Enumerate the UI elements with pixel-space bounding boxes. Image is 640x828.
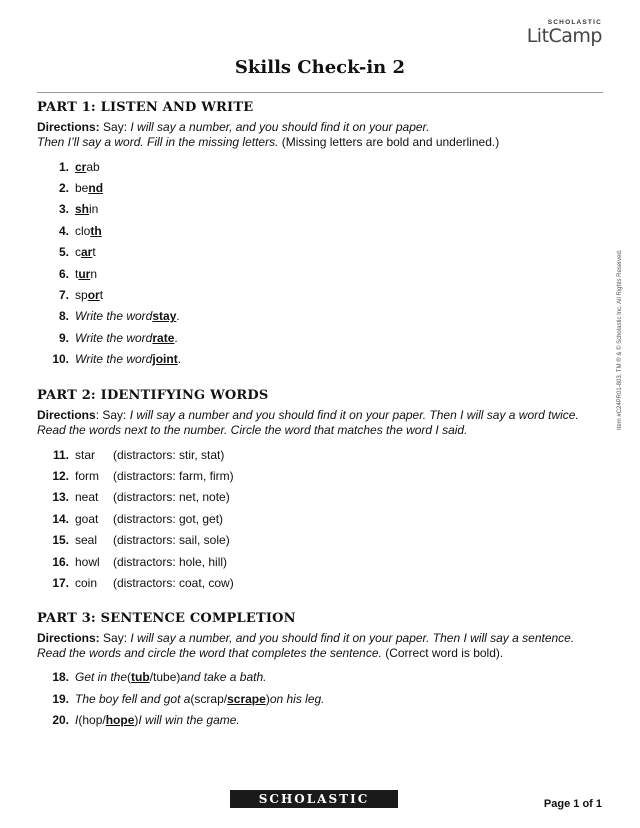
logo-brand-small: SCHOLASTIC [547, 19, 602, 26]
missing-letters: or [87, 288, 100, 303]
option-2: hope [105, 713, 135, 728]
item-number: 9. [58, 330, 69, 345]
missing-letters: th [90, 223, 102, 238]
page-title: Skills Check-in 2 [234, 57, 406, 78]
item-pre: Write the word [75, 330, 153, 345]
item-number: 8. [58, 309, 69, 324]
part1-dir-note: (Missing letters are bold and underlined.) [278, 135, 500, 149]
sentence-post: and take a bath. [180, 670, 267, 685]
item-distractors: (distractors: net, note) [113, 490, 230, 505]
item-post: in [89, 202, 99, 217]
item-distractors: (distractors: farm, firm) [113, 468, 234, 483]
list-item [37, 349, 603, 370]
item-post: . [177, 352, 182, 367]
list-item [37, 263, 603, 284]
part1-dir-say: Say: [99, 120, 131, 134]
item-post: ab [86, 159, 100, 174]
item-word: star [75, 447, 96, 462]
item-number: 2. [58, 181, 69, 196]
item-word: goat [75, 511, 99, 526]
item-number: 11. [52, 447, 69, 462]
item-post: t [92, 245, 96, 260]
option-2: scrape [227, 691, 266, 706]
title-divider [37, 92, 603, 93]
part2-section [37, 388, 603, 594]
part1-list [37, 156, 603, 370]
list-item [37, 177, 603, 198]
part1-dir-label: Directions: [37, 120, 100, 134]
item-distractors: (distractors: sail, sole) [113, 533, 230, 548]
list-item [37, 529, 603, 550]
part3-dir-note: (Correct word is bold). [381, 645, 504, 660]
part3-dir-say: Say: [99, 630, 131, 645]
list-item [37, 199, 603, 220]
item-post: . [176, 309, 180, 324]
part3-list [37, 667, 603, 731]
option-separator: / [223, 691, 228, 706]
list-item [37, 551, 603, 572]
item-pre: c [75, 245, 81, 260]
item-number: 5. [58, 245, 69, 260]
item-number: 15. [52, 533, 69, 548]
item-word: coin [75, 575, 98, 590]
part1-dir-italic2: Then I’ll say a word. Fill in the missing letters. [37, 135, 279, 149]
item-distractors: (distractors: hole, hill) [113, 554, 228, 569]
part2-heading: PART 2: IDENTIFYING WORDS [37, 387, 269, 403]
close-paren: ) [176, 670, 181, 685]
part3-dir-italic: I will say a number, and you should find it on your paper. Then I will say a sentence. Read the words and circle the word that completes the sentence. [37, 630, 575, 660]
logo-brand-main: LitCamp [526, 25, 602, 47]
item-pre: t [75, 266, 79, 281]
sentence-post: on his leg. [269, 691, 325, 706]
part3-section [37, 611, 603, 731]
list-item [37, 688, 603, 709]
open-paren: ( [127, 670, 132, 685]
sentence-post: I will win the game. [138, 713, 240, 728]
part3-dir-label: Directions: [37, 630, 100, 645]
item-post: . [174, 330, 178, 345]
option-2: tube [153, 670, 177, 685]
missing-letters: nd [88, 181, 104, 196]
list-item [37, 284, 603, 305]
item-pre: clo [75, 223, 91, 238]
item-number: 7. [58, 288, 69, 303]
open-paren: ( [190, 691, 195, 706]
option-separator: / [102, 713, 106, 728]
missing-letters: ur [78, 266, 91, 281]
item-word: neat [75, 490, 99, 505]
item-number: 14. [52, 511, 69, 526]
item-number: 10. [52, 352, 69, 367]
item-post: t [99, 288, 104, 303]
sentence-pre: The boy fell and got a [75, 691, 191, 706]
item-word: seal [75, 533, 98, 548]
item-number: 18. [52, 670, 69, 685]
item-number: 13. [52, 490, 69, 505]
list-item [37, 667, 603, 688]
copyright-side-text: Item #C24PR01-803. TM ® & © Scholastic Inc. All Rights Reserved. [617, 249, 623, 430]
worksheet-content [37, 100, 603, 731]
item-post: n [90, 266, 98, 281]
target-word: rate [152, 330, 175, 345]
part1-section [37, 100, 603, 370]
item-pre: sp [75, 288, 88, 303]
page-number: Page 1 of 1 [543, 798, 602, 810]
close-paren: ) [134, 713, 139, 728]
option-1: hop [82, 713, 103, 728]
item-number: 4. [58, 223, 69, 238]
list-item [37, 156, 603, 177]
part2-dir-say: : Say: [95, 407, 130, 422]
part2-dir-label: Directions [37, 407, 96, 422]
option-1: scrap [194, 691, 224, 706]
part2-directions [37, 408, 603, 438]
missing-letters: sh [75, 202, 90, 217]
part1-heading: PART 1: LISTEN AND WRITE [37, 100, 254, 115]
list-item [37, 572, 603, 593]
part3-directions [37, 631, 603, 661]
list-item [37, 306, 603, 327]
item-number: 19. [52, 691, 69, 706]
item-pre: Write the word [75, 352, 153, 367]
item-pre: be [75, 181, 89, 196]
item-distractors: (distractors: got, get) [113, 511, 224, 526]
option-separator: / [149, 670, 154, 685]
list-item [37, 220, 603, 241]
target-word: joint [152, 352, 178, 367]
part2-list [37, 444, 603, 594]
item-number: 3. [58, 202, 69, 217]
open-paren: ( [78, 713, 83, 728]
list-item [37, 327, 603, 348]
part1-dir-italic1: I will say a number, and you should find it on your paper. [130, 120, 430, 134]
sentence-pre: Get in the [75, 670, 128, 685]
list-item [37, 487, 603, 508]
item-number: 20. [52, 713, 69, 728]
part3-heading: PART 3: SENTENCE COMPLETION [37, 610, 296, 626]
item-number: 12. [52, 468, 69, 483]
item-word: form [75, 468, 99, 483]
scholastic-footer-logo: SCHOLASTIC [230, 790, 398, 808]
item-distractors: (distractors: coat, cow) [113, 575, 234, 590]
part1-directions [37, 120, 603, 150]
list-item [37, 444, 603, 465]
sentence-pre: I [75, 713, 79, 728]
item-number: 17. [52, 575, 69, 590]
part2-dir-italic: I will say a number and you should find it on your paper. Then I will say a word twice. Read the words next to the number. Circle the word that matches the word I said. [37, 407, 579, 437]
item-number: 16. [52, 554, 69, 569]
missing-letters: cr [75, 159, 87, 174]
missing-letters: ar [81, 245, 93, 260]
item-number: 1. [58, 159, 69, 174]
item-distractors: (distractors: stir, stat) [113, 447, 225, 462]
option-1: tub [131, 670, 150, 685]
list-item [37, 508, 603, 529]
litcamp-logo [527, 19, 602, 46]
list-item [37, 465, 603, 486]
close-paren: ) [265, 691, 270, 706]
target-word: stay [152, 309, 177, 324]
item-pre: Write the word [75, 309, 153, 324]
list-item [37, 709, 603, 730]
list-item [37, 242, 603, 263]
item-number: 6. [58, 266, 69, 281]
item-word: howl [75, 554, 100, 569]
